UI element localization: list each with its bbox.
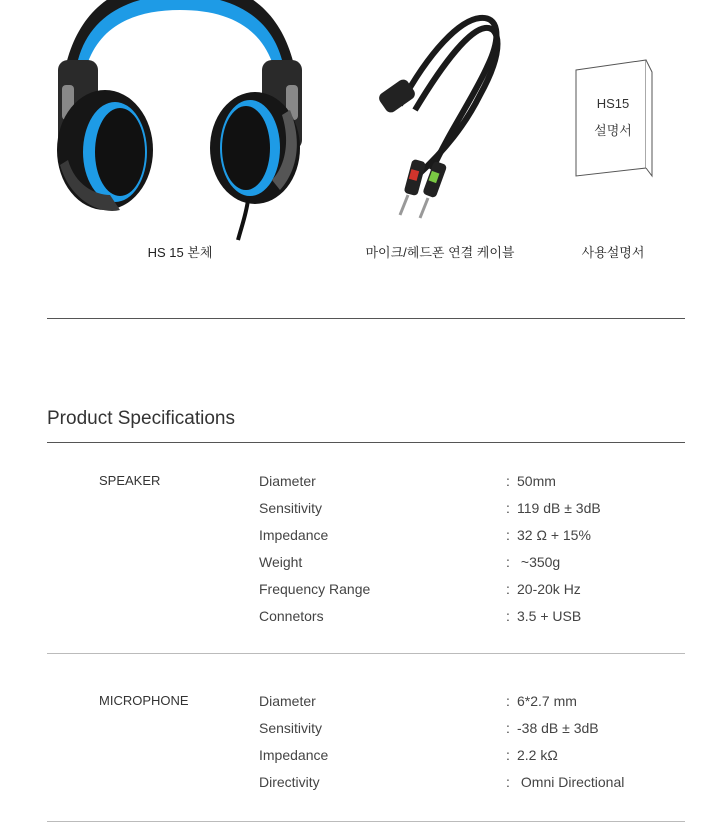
spec-value: ~350g bbox=[517, 554, 561, 570]
spec-label: Sensitivity bbox=[259, 500, 323, 516]
spec-colon: : bbox=[506, 500, 510, 516]
spec-value: 6*2.7 mm bbox=[517, 693, 577, 709]
manual-image bbox=[574, 58, 654, 180]
cable-icon bbox=[370, 10, 520, 225]
divider-speaker bbox=[47, 653, 685, 654]
spec-label: Sensitivity bbox=[259, 720, 323, 736]
spec-label: Frequency Range bbox=[259, 581, 371, 597]
spec-label: Diameter bbox=[259, 693, 316, 709]
spec-label: Directivity bbox=[259, 774, 320, 790]
spec-value: 20-20k Hz bbox=[517, 581, 581, 597]
spec-colon: : bbox=[506, 608, 510, 624]
spec-colon: : bbox=[506, 774, 510, 790]
spec-colon: : bbox=[506, 693, 510, 709]
spec-colon: : bbox=[506, 581, 510, 597]
spec-value: Omni Directional bbox=[517, 774, 625, 790]
divider-top bbox=[47, 318, 685, 319]
divider-microphone bbox=[47, 821, 685, 822]
caption-cable: 마이크/헤드폰 연결 케이블 bbox=[365, 245, 515, 260]
caption-manual: 사용설명서 bbox=[581, 245, 645, 260]
spec-category-speaker: SPEAKER bbox=[99, 473, 161, 488]
manual-icon bbox=[574, 58, 654, 180]
manual-cover-line2: 설명서 bbox=[594, 123, 632, 138]
caption-headset: HS 15 본체 bbox=[147, 245, 213, 260]
spec-label: Diameter bbox=[259, 473, 316, 489]
spec-colon: : bbox=[506, 747, 510, 763]
headset-image bbox=[50, 0, 310, 245]
spec-value: 119 dB ± 3dB bbox=[517, 500, 601, 516]
divider-title bbox=[47, 442, 685, 443]
spec-colon: : bbox=[506, 554, 510, 570]
spec-value: 32 Ω + 15% bbox=[517, 527, 591, 543]
manual-cover-line1: HS15 bbox=[596, 96, 630, 111]
cable-image bbox=[370, 10, 520, 225]
spec-colon: : bbox=[506, 527, 510, 543]
spec-value: 3.5 + USB bbox=[517, 608, 582, 624]
spec-value: 2.2 kΩ bbox=[517, 747, 558, 763]
spec-colon: : bbox=[506, 473, 510, 489]
spec-label: Impedance bbox=[259, 747, 329, 763]
section-title: Product Specifications bbox=[47, 408, 235, 429]
spec-value: -38 dB ± 3dB bbox=[517, 720, 599, 736]
spec-label: Impedance bbox=[259, 527, 329, 543]
spec-category-microphone: MICROPHONE bbox=[99, 693, 189, 708]
headset-icon bbox=[50, 0, 310, 245]
spec-label: Weight bbox=[259, 554, 303, 570]
spec-value: 50mm bbox=[517, 473, 556, 489]
spec-colon: : bbox=[506, 720, 510, 736]
spec-label: Connetors bbox=[259, 608, 324, 624]
